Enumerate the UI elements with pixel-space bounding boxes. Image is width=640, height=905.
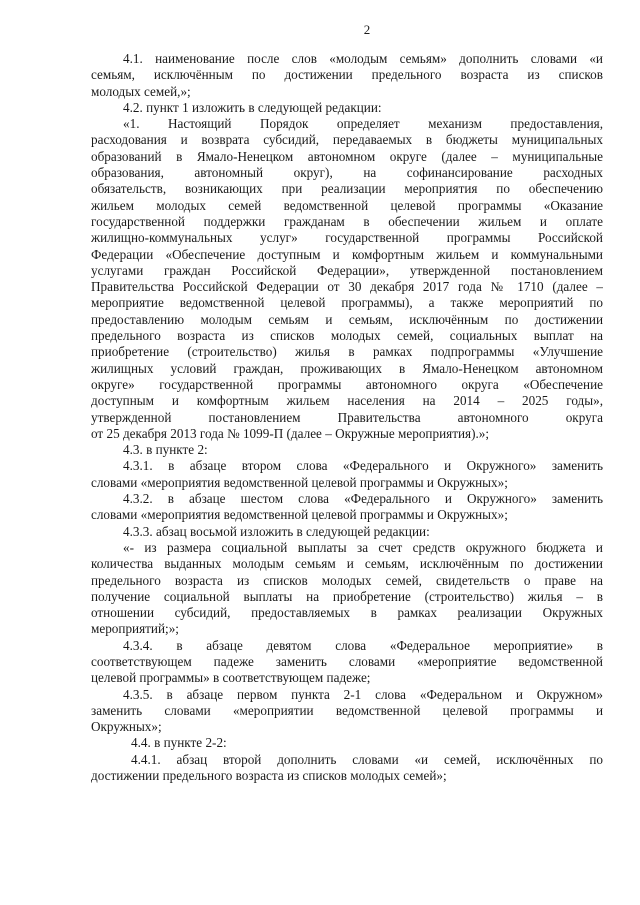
text-line: отношении субсидий, предоставляемых в рамках реализации Окружных <box>91 605 603 621</box>
text-line: 4.1. наименование после слов «молодым семьям» дополнить словами «и <box>123 51 603 66</box>
text-line: 4.2. пункт 1 изложить в следующей редакции: <box>123 99 382 115</box>
text-line: заменить словами «мероприятии ведомственной целевой программы и <box>91 702 603 718</box>
text-line: «1. Настоящий Порядок определяет механизм предоставления, <box>123 116 603 132</box>
text-line: словами «мероприятия ведомственной целевой программы и Окружных»; <box>91 507 508 523</box>
text-line: «- из размера социальной выплаты за счет средств окружного бюджета и <box>123 539 603 555</box>
text-line: жилищно-коммунальных услуг» государственной программы Российской <box>91 230 603 246</box>
text-line: округе» государственной программы автономного округа «Обеспечение <box>91 376 603 392</box>
text-line: утвержденной постановлением Правительства автономного округа <box>91 409 603 425</box>
text-line: словами «мероприятия ведомственной целевой программы и Окружных»; <box>91 474 508 490</box>
document-body <box>91 51 603 784</box>
text-line: жильем молодых семей ведомственной целевой программы «Оказание <box>91 197 603 213</box>
text-line: образований в Ямало-Ненецком автономном округе (далее – муниципальные <box>91 148 603 164</box>
text-line: соответствующем падеже заменить словами «мероприятие ведомственной <box>91 653 603 669</box>
text-line: государственной поддержки гражданам в обеспечении жильем и оплате <box>91 213 603 229</box>
text-line: достижении предельного возраста из списков молодых семей»; <box>91 768 447 784</box>
text-line: жилищных условий граждан, проживающих в Ямало-Ненецком автономном <box>91 360 603 376</box>
text-line: мероприятий;»; <box>91 621 179 637</box>
text-line: образования, автономный округ), на софинансирование расходных <box>91 165 603 181</box>
text-line: предельного возраста из списков молодых семей, свидетельств о праве на <box>91 572 603 588</box>
text-line: 4.4.1. абзац второй дополнить словами «и семей, исключённых по <box>131 751 603 767</box>
text-line: количества выданных молодым семьям и семьям, исключённым по достижении <box>91 556 603 572</box>
text-line: молодых семей,»; <box>91 83 191 99</box>
text-line: приобретение (строительство) жилья в рамках подпрограммы «Улучшение <box>91 344 603 360</box>
document-page <box>91 22 603 784</box>
text-line: 4.3. в пункте 2: <box>123 442 208 458</box>
page-number: 2 <box>363 22 371 37</box>
text-line: семьям, исключённым по достижении предельного возраста из списков <box>91 67 603 83</box>
text-line: Федерации «Обеспечение доступным и комфортным жильем и коммунальными <box>91 246 603 262</box>
text-line: мероприятие ведомственной целевой программы), а также мероприятий по <box>91 295 603 311</box>
text-line: услугами граждан Российской Федерации», утвержденной постановлением <box>91 262 603 278</box>
text-line: 4.4. в пункте 2-2: <box>131 735 227 751</box>
text-line: предельного возраста из списков молодых семей, социальных выплат на <box>91 328 603 344</box>
text-line: 4.3.1. в абзаце втором слова «Федерального и Окружного» заменить <box>123 458 603 474</box>
text-line: Окружных»; <box>91 719 162 735</box>
text-line: расходования и возврата субсидий, передаваемых в бюджеты муниципальных <box>91 132 603 148</box>
text-line: 4.3.5. в абзаце первом пункта 2-1 слова «Федеральном и Окружном» <box>123 686 603 702</box>
text-line: 4.3.4. в абзаце девятом слова «Федеральное мероприятие» в <box>123 637 603 653</box>
text-line: доступным и комфортным жильем населения на 2014 – 2025 годы», <box>91 393 603 409</box>
text-line: обязательств, возникающих при реализации мероприятия по обеспечению <box>91 181 603 197</box>
text-line: 4.3.2. в абзаце шестом слова «Федерального и Окружного» заменить <box>123 491 603 507</box>
text-line: Правительства Российской Федерации от 30 декабря 2017 года № 1710 (далее – <box>91 279 603 295</box>
text-line: получение социальной выплаты на приобретение (строительство) жилья – в <box>91 588 603 604</box>
text-line: 4.3.3. абзац восьмой изложить в следующей редакции: <box>123 523 430 539</box>
text-line: предоставлению молодым семьям и семьям, исключённым по достижении <box>91 311 603 327</box>
text-line: от 25 декабря 2013 года № 1099-П (далее – Окружные мероприятия).»; <box>91 425 490 441</box>
text-line: целевой программы» в соответствующем падеже; <box>91 670 371 686</box>
